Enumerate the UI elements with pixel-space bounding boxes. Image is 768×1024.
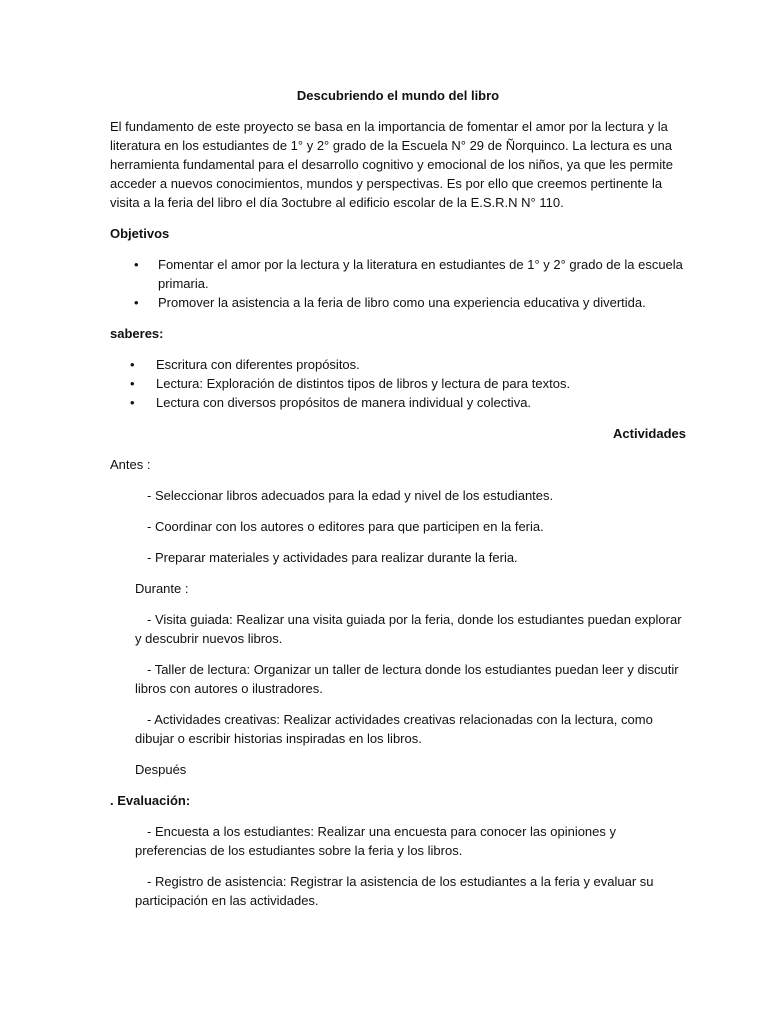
- list-item: [110, 355, 686, 374]
- evaluacion-item: - Registro de asistencia: Registrar la asistencia de los estudiantes a la feria y evaluar su participación en las actividades.: [135, 874, 654, 908]
- list-item: [110, 255, 686, 293]
- antes-item: - Preparar materiales y actividades para realizar durante la feria.: [147, 550, 518, 565]
- intro-paragraph: El fundamento de este proyecto se basa en la importancia de fomentar el amor por la lectura y la literatura en los estudiantes de 1° y 2° grado de la Escuela N° 29 de Ñorquinco. La lectura es una herramienta fundamental para el desarrollo cognitivo y emocional de los niños, ya que les permite acceder a nuevos conocimientos, mundos y perspectivas. Es por ello que creemos pertinente la visita a la feria del libro el día 3octubre al edificio escolar de la E.S.R.N N° 110.: [110, 119, 673, 210]
- list-item-text: Fomentar el amor por la lectura y la literatura en estudiantes de 1° y 2° grado de la escuela primaria.: [158, 257, 683, 291]
- durante-item: - Actividades creativas: Realizar actividades creativas relacionadas con la lectura, como dibujar o escribir historias inspiradas en los libros.: [135, 712, 653, 746]
- antes-item: - Seleccionar libros adecuados para la edad y nivel de los estudiantes.: [147, 488, 554, 503]
- saberes-list: [110, 355, 686, 412]
- objetivos-list: [110, 255, 686, 312]
- durante-item: - Taller de lectura: Organizar un taller de lectura donde los estudiantes puedan leer y discutir libros con autores o ilustradores.: [135, 662, 679, 696]
- durante-item: - Visita guiada: Realizar una visita guiada por la feria, donde los estudiantes puedan explorar y descubrir nuevos libros.: [135, 612, 682, 646]
- antes-label: Antes :: [110, 457, 151, 472]
- list-item-text: Lectura con diversos propósitos de manera individual y colectiva.: [156, 395, 532, 410]
- despues-label: Después: [135, 762, 187, 777]
- list-item-text: Escritura con diferentes propósitos.: [156, 357, 360, 372]
- bullet-icon: •: [130, 376, 135, 391]
- actividades-heading: Actividades: [613, 426, 686, 441]
- list-item-text: Lectura: Exploración de distintos tipos de libros y lectura de para textos.: [156, 376, 571, 391]
- bullet-icon: •: [134, 257, 139, 272]
- antes-item: - Coordinar con los autores o editores para que participen en la feria.: [147, 519, 544, 534]
- document-title: Descubriendo el mundo del libro: [296, 88, 500, 103]
- saberes-heading: saberes:: [110, 326, 164, 341]
- list-item: [110, 393, 686, 412]
- evaluacion-item: - Encuesta a los estudiantes: Realizar una encuesta para conocer las opiniones y preferencias de los estudiantes sobre la feria y los libros.: [135, 824, 617, 858]
- list-item: [110, 374, 686, 393]
- objetivos-heading: Objetivos: [110, 226, 170, 241]
- list-item-text: Promover la asistencia a la feria de libro como una experiencia educativa y divertida.: [158, 295, 646, 310]
- document-body: [110, 86, 686, 922]
- evaluacion-heading: . Evaluación:: [110, 793, 191, 808]
- bullet-icon: •: [134, 295, 139, 310]
- durante-label: Durante :: [135, 581, 189, 596]
- list-item: [110, 293, 686, 312]
- bullet-icon: •: [130, 395, 135, 410]
- bullet-icon: •: [130, 357, 135, 372]
